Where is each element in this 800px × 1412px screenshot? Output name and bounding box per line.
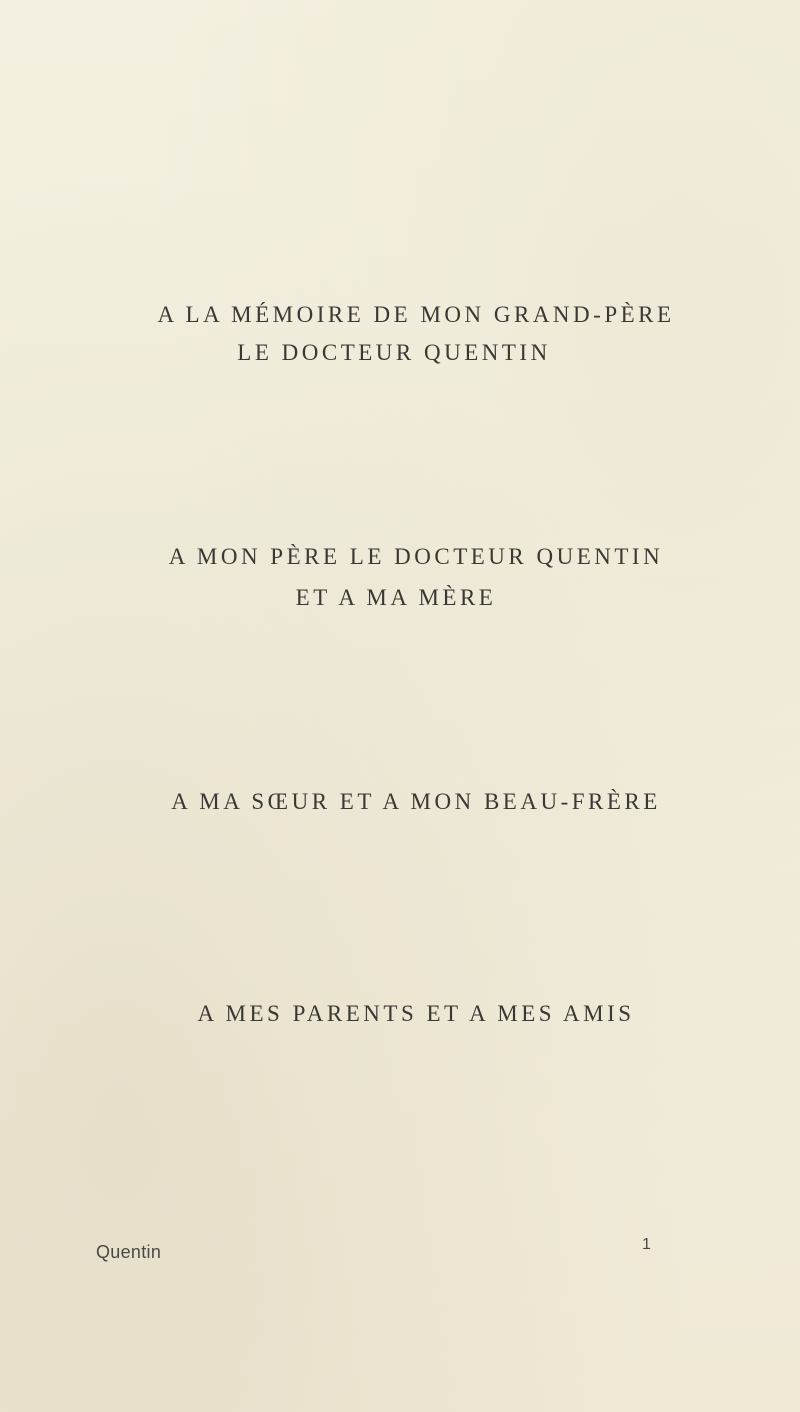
footer-signature: Quentin (96, 1242, 162, 1262)
dedication-father-line-2: ET A MA MÈRE (295, 585, 497, 610)
footer-sheet-mark: 1 (642, 1236, 651, 1253)
dedication-father-line-1: A MON PÈRE LE DOCTEUR QUENTIN (168, 544, 664, 569)
dedication-sister: A MA SŒUR ET A MON BEAU-FRÈRE (171, 789, 661, 814)
dedication-grandfather-line-1: A LA MÉMOIRE DE MON GRAND-PÈRE (157, 302, 675, 327)
dedication-grandfather-line-2: LE DOCTEUR QUENTIN (237, 340, 551, 365)
dedication-friends: A MES PARENTS ET A MES AMIS (197, 1001, 635, 1026)
